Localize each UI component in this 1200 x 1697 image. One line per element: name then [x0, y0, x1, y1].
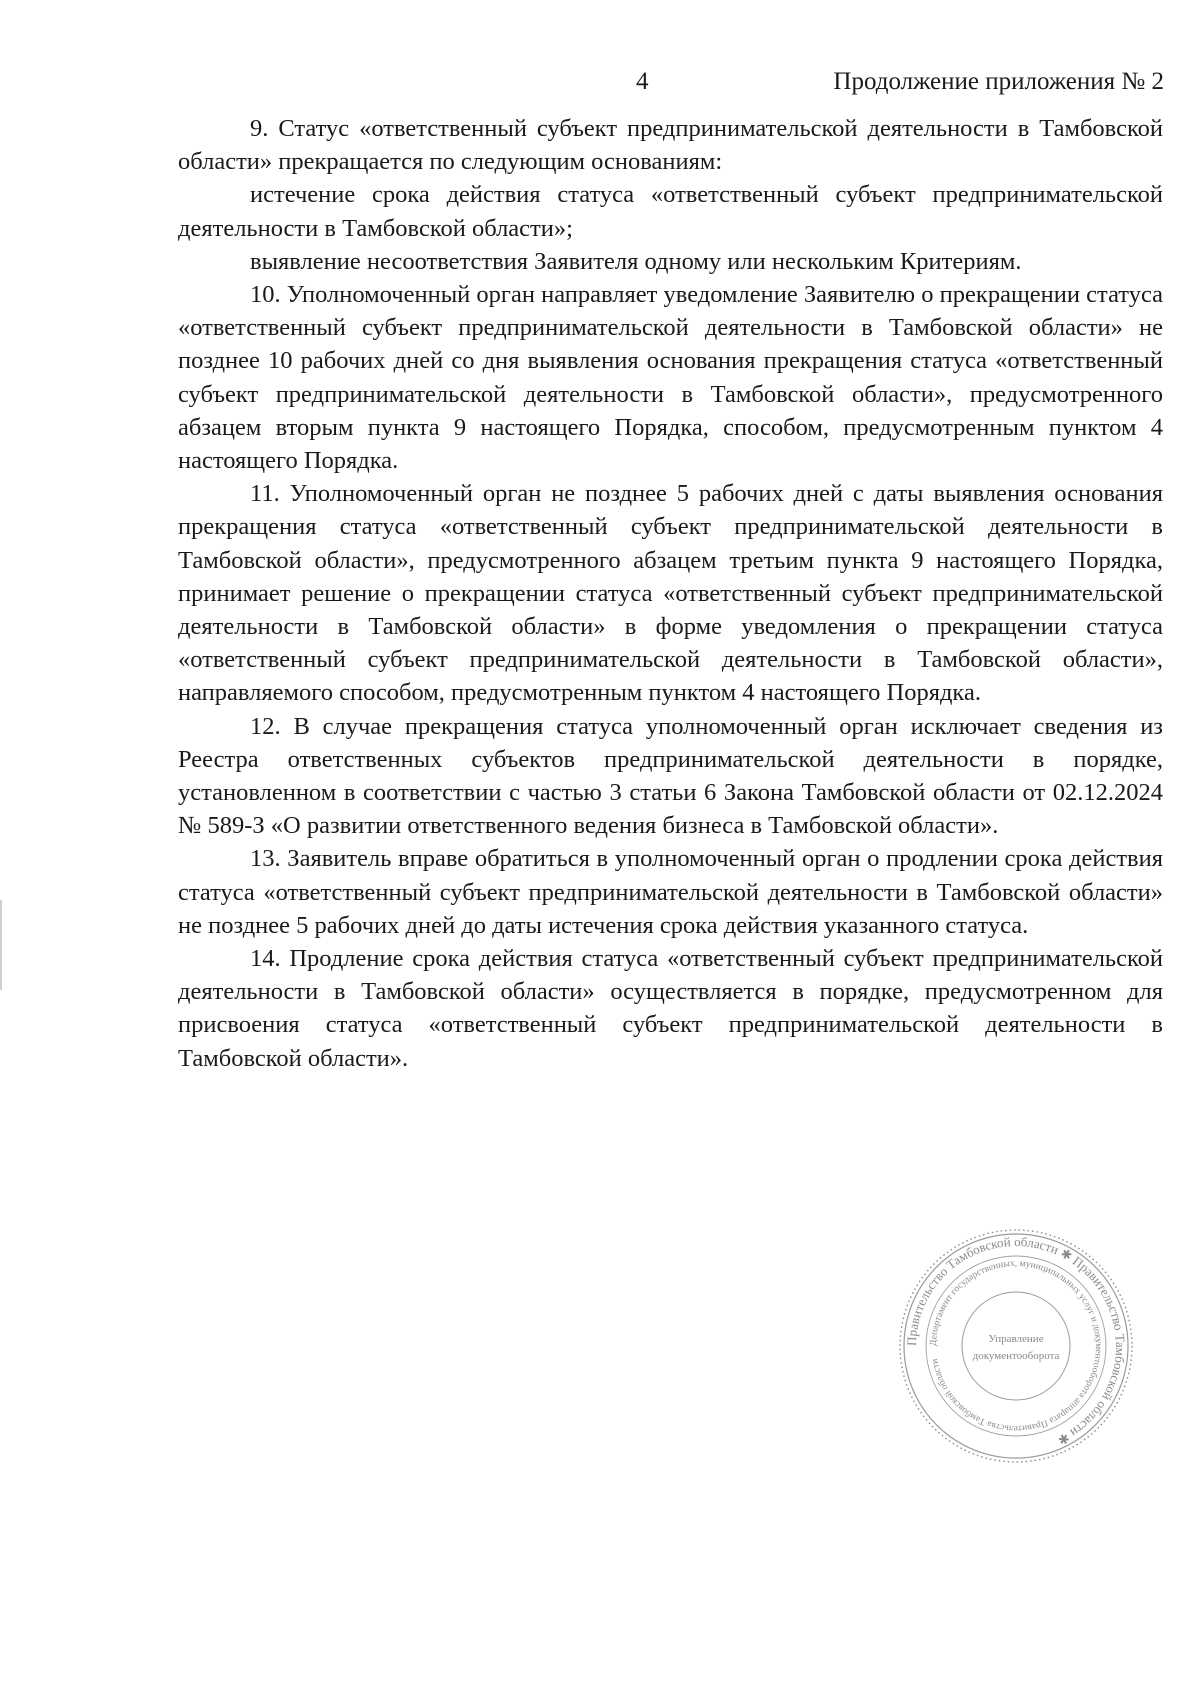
paragraph-12: 12. В случае прекращения статуса уполномоченный орган исключает сведения из Реестра ответственных субъектов предпринимательской деятельности в порядке, установленном в соответствии с частью 3 статьи 6 Закона Тамбовской области от 02.12.2024 № 589-З «О развитии ответственного ведения бизнеса в Тамбовской области». — [178, 712, 1163, 840]
stamp-center-line-1: Управление — [988, 1333, 1044, 1345]
paragraph-9-basis-1: истечение срока действия статуса «ответственный субъект предпринимательской деятельности в Тамбовской области»; — [178, 181, 1163, 242]
document-body — [178, 112, 1163, 1075]
paragraph-13: 13. Заявитель вправе обратиться в уполномоченный орган о продлении срока действия статуса «ответственный субъект предпринимательской деятельности в Тамбовской области» не позднее 5 рабочих дней до даты истечения срока действия указанного статуса. — [178, 845, 1163, 939]
paragraph-14: 14. Продление срока действия статуса «ответственный субъект предпринимательской деятельности в Тамбовской области» осуществляется в порядке, предусмотренном для присвоения статуса «ответственный субъект предпринимательской деятельности в Тамбовской области». — [178, 945, 1163, 1072]
appendix-label: Продолжение приложения № 2 — [833, 68, 1164, 95]
stamp-graphic — [898, 1228, 1134, 1464]
paragraph-9-basis-2: выявление несоответствия Заявителя одному или нескольким Критериям. — [250, 247, 1022, 275]
page-header — [178, 68, 1178, 104]
stamp-outer-text: Правительство Тамбовской области ✱ Правительство Тамбовской области ✱ — [903, 1233, 1129, 1449]
paragraph-11: 11. Уполномоченный орган не позднее 5 рабочих дней с даты выявления основания прекращения статуса «ответственный субъект предпринимательской деятельности в Тамбовской области», предусмотренного абзацем третьим пункта 9 настоящего Порядка, принимает решение о прекращении статуса «ответственный субъект предпринимательской деятельности в Тамбовской области» в форме уведомления о прекращении статуса «ответственный субъект предпринимательской деятельности в Тамбовской области», направляемого способом, предусмотренным пунктом 4 настоящего Порядка. — [178, 480, 1163, 707]
scan-edge-mark — [0, 900, 2, 990]
stamp-center-line-2: документооборота — [972, 1350, 1060, 1362]
stamp-middle-text: Департамент государственных, муниципальных услуг и документооборота аппарата Правительства Тамбовской области — [928, 1258, 1104, 1434]
paragraph-9: 9. Статус «ответственный субъект предпринимательской деятельности в Тамбовской области» прекращается по следующим основаниям: — [178, 115, 1163, 176]
page-number: 4 — [636, 68, 649, 95]
paragraph-10: 10. Уполномоченный орган направляет уведомление Заявителю о прекращении статуса «ответственный субъект предпринимательской деятельности в Тамбовской области» не позднее 10 рабочих дней со дня выявления основания прекращения статуса «ответственный субъект предпринимательской деятельности в Тамбовской области», предусмотренного абзацем вторым пункта 9 настоящего Порядка, способом, предусмотренным пунктом 4 настоящего Порядка. — [178, 281, 1163, 475]
official-stamp — [898, 1228, 1134, 1464]
